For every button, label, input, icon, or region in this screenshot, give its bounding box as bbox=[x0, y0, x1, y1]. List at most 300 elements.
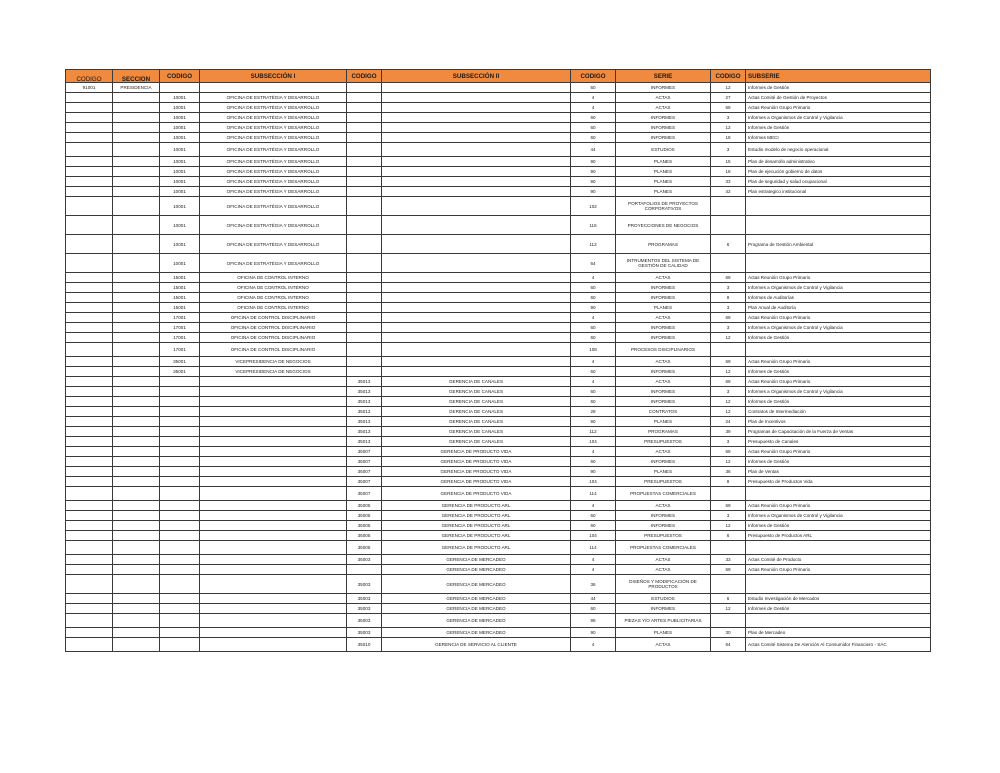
cell-codigo-subseccion-2 bbox=[347, 197, 382, 216]
cell-codigo-subserie: 69 bbox=[711, 313, 746, 323]
cell-serie: CONTRATOS bbox=[616, 407, 711, 417]
cell-codigo-subserie: 12 bbox=[711, 83, 746, 93]
cell-codigo bbox=[66, 283, 113, 293]
cell-codigo-subserie bbox=[711, 343, 746, 357]
cell-subserie: Actas Comité de Producto bbox=[746, 555, 931, 565]
cell-codigo-subserie: 9 bbox=[711, 477, 746, 487]
cell-subseccion-2: GERENCIA DE MERCADEO bbox=[382, 565, 571, 575]
cell-subseccion-1: OFICINA DE ESTRATÉGIA Y DESARROLLO bbox=[200, 235, 347, 254]
cell-codigo-serie: 60 bbox=[571, 293, 616, 303]
cell-subserie bbox=[746, 614, 931, 628]
cell-codigo-subseccion-2 bbox=[347, 177, 382, 187]
cell-serie: ACTAS bbox=[616, 447, 711, 457]
table-row bbox=[66, 216, 931, 235]
cell-codigo bbox=[66, 254, 113, 273]
cell-subserie: Informes de Gestión bbox=[746, 397, 931, 407]
cell-serie: INFORMES bbox=[616, 511, 711, 521]
cell-seccion bbox=[113, 407, 160, 417]
cell-subserie: Presupuesto de Productos ARL bbox=[746, 531, 931, 541]
cell-subseccion-2: GERENCIA DE CANALES bbox=[382, 397, 571, 407]
table-row bbox=[66, 93, 931, 103]
cell-subserie bbox=[746, 487, 931, 501]
cell-serie: ACTAS bbox=[616, 555, 711, 565]
cell-subseccion-2 bbox=[382, 197, 571, 216]
cell-codigo-serie: 60 bbox=[571, 113, 616, 123]
cell-codigo-serie: 44 bbox=[571, 594, 616, 604]
cell-codigo-serie: 4 bbox=[571, 565, 616, 575]
cell-subseccion-2 bbox=[382, 143, 571, 157]
cell-subserie: Informes a Organismos de Control y Vigilancia bbox=[746, 113, 931, 123]
cell-seccion bbox=[113, 377, 160, 387]
cell-subserie bbox=[746, 541, 931, 555]
cell-codigo-serie: 60 bbox=[571, 604, 616, 614]
cell-codigo-serie: 60 bbox=[571, 367, 616, 377]
cell-serie: PROPUESTAS COMERCIALES bbox=[616, 487, 711, 501]
cell-codigo-subseccion-1 bbox=[160, 501, 200, 511]
cell-codigo-subseccion-1 bbox=[160, 565, 200, 575]
cell-seccion bbox=[113, 177, 160, 187]
cell-seccion bbox=[113, 133, 160, 143]
cell-codigo-subseccion-1: 10001 bbox=[160, 177, 200, 187]
table-row bbox=[66, 487, 931, 501]
cell-codigo-subseccion-1: 10001 bbox=[160, 143, 200, 157]
cell-codigo bbox=[66, 333, 113, 343]
cell-seccion bbox=[113, 283, 160, 293]
table-row bbox=[66, 594, 931, 604]
cell-codigo-subseccion-2: 35003 bbox=[347, 614, 382, 628]
cell-subserie: Plan de ejecución gobierno de datos bbox=[746, 167, 931, 177]
table-row bbox=[66, 417, 931, 427]
table-row bbox=[66, 333, 931, 343]
cell-codigo-subserie: 12 bbox=[711, 457, 746, 467]
cell-codigo-serie: 60 bbox=[571, 397, 616, 407]
cell-subseccion-1 bbox=[200, 387, 347, 397]
table-row bbox=[66, 614, 931, 628]
cell-subserie: Presupuesto de Canales bbox=[746, 437, 931, 447]
cell-codigo bbox=[66, 113, 113, 123]
cell-codigo-subseccion-1 bbox=[160, 437, 200, 447]
cell-codigo-subserie: 30 bbox=[711, 628, 746, 638]
cell-codigo-subseccion-1 bbox=[160, 521, 200, 531]
cell-serie: ACTAS bbox=[616, 313, 711, 323]
cell-subserie: Actas Reunión Grupo Primario bbox=[746, 501, 931, 511]
cell-codigo-subseccion-1 bbox=[160, 467, 200, 477]
table-row bbox=[66, 427, 931, 437]
cell-subseccion-2: GERENCIA DE MERCADEO bbox=[382, 555, 571, 565]
cell-codigo bbox=[66, 367, 113, 377]
table-row bbox=[66, 197, 931, 216]
header-subseccion-1: SUBSECCIÓN I bbox=[200, 70, 347, 83]
cell-serie: INFORMES bbox=[616, 604, 711, 614]
cell-codigo-subseccion-2: 35005 bbox=[347, 521, 382, 531]
cell-subserie: Informes de Gestión bbox=[746, 521, 931, 531]
cell-serie: PROGRAMAS bbox=[616, 427, 711, 437]
cell-seccion bbox=[113, 555, 160, 565]
cell-codigo bbox=[66, 197, 113, 216]
cell-seccion bbox=[113, 367, 160, 377]
cell-codigo-subseccion-1 bbox=[160, 531, 200, 541]
cell-subserie: Informes de Gestión bbox=[746, 83, 931, 93]
cell-codigo-subserie: 3 bbox=[711, 143, 746, 157]
cell-codigo-subseccion-2 bbox=[347, 367, 382, 377]
cell-subseccion-1 bbox=[200, 521, 347, 531]
cell-seccion bbox=[113, 575, 160, 594]
cell-subseccion-2: GERENCIA DE PRODUCTO ARL bbox=[382, 521, 571, 531]
cell-codigo-subseccion-2 bbox=[347, 83, 382, 93]
cell-codigo bbox=[66, 187, 113, 197]
cell-subseccion-2: GERENCIA DE PRODUCTO ARL bbox=[382, 531, 571, 541]
cell-codigo-subseccion-2: 35007 bbox=[347, 457, 382, 467]
cell-serie: ACTAS bbox=[616, 357, 711, 367]
cell-codigo-subseccion-2: 35005 bbox=[347, 531, 382, 541]
cell-subserie: Actas Reunión Grupo Primario bbox=[746, 565, 931, 575]
cell-subseccion-1 bbox=[200, 477, 347, 487]
cell-subserie: Actas Comité de Gestión de Proyectos bbox=[746, 93, 931, 103]
cell-seccion bbox=[113, 254, 160, 273]
cell-subseccion-1: OFICINA DE CONTROL INTERNO bbox=[200, 293, 347, 303]
cell-codigo-subseccion-2: 35013 bbox=[347, 377, 382, 387]
cell-codigo-serie: 104 bbox=[571, 477, 616, 487]
cell-codigo bbox=[66, 293, 113, 303]
cell-serie: INFORMES bbox=[616, 83, 711, 93]
cell-codigo-subserie: 54 bbox=[711, 638, 746, 652]
cell-codigo bbox=[66, 501, 113, 511]
cell-codigo-serie: 60 bbox=[571, 133, 616, 143]
cell-codigo-subseccion-2: 35013 bbox=[347, 387, 382, 397]
cell-subseccion-2 bbox=[382, 123, 571, 133]
cell-codigo bbox=[66, 604, 113, 614]
cell-subseccion-1 bbox=[200, 397, 347, 407]
cell-codigo-serie: 60 bbox=[571, 511, 616, 521]
cell-subseccion-2 bbox=[382, 103, 571, 113]
cell-subseccion-2: GERENCIA DE PRODUCTO VIDA bbox=[382, 477, 571, 487]
cell-subseccion-1: OFICINA DE ESTRATÉGIA Y DESARROLLO bbox=[200, 187, 347, 197]
cell-subseccion-2 bbox=[382, 343, 571, 357]
table-row bbox=[66, 167, 931, 177]
header-codigo: CODIGO bbox=[66, 70, 113, 83]
cell-subserie: Actas Reunión Grupo Primario bbox=[746, 357, 931, 367]
cell-subseccion-2 bbox=[382, 187, 571, 197]
table-row bbox=[66, 541, 931, 555]
table-row bbox=[66, 187, 931, 197]
cell-subseccion-1: OFICINA DE CONTROL DISCIPLINARIO bbox=[200, 333, 347, 343]
cell-codigo bbox=[66, 427, 113, 437]
cell-codigo bbox=[66, 407, 113, 417]
cell-codigo-subserie: 3 bbox=[711, 303, 746, 313]
table-row bbox=[66, 235, 931, 254]
cell-seccion bbox=[113, 638, 160, 652]
cell-codigo-subseccion-1: 10001 bbox=[160, 157, 200, 167]
cell-codigo-subseccion-1: 10001 bbox=[160, 123, 200, 133]
cell-codigo-subseccion-2 bbox=[347, 123, 382, 133]
cell-codigo-serie: 116 bbox=[571, 216, 616, 235]
cell-codigo-subserie: 12 bbox=[711, 521, 746, 531]
cell-codigo-subseccion-2: 35005 bbox=[347, 511, 382, 521]
cell-subseccion-2: GERENCIA DE MERCADEO bbox=[382, 575, 571, 594]
cell-subseccion-1 bbox=[200, 565, 347, 575]
cell-codigo-serie: 90 bbox=[571, 187, 616, 197]
cell-codigo-subseccion-1 bbox=[160, 511, 200, 521]
cell-subseccion-1: OFICINA DE CONTROL INTERNO bbox=[200, 273, 347, 283]
cell-codigo-subseccion-2 bbox=[347, 303, 382, 313]
cell-codigo-subseccion-1 bbox=[160, 387, 200, 397]
cell-subseccion-1 bbox=[200, 447, 347, 457]
cell-codigo-subseccion-2 bbox=[347, 93, 382, 103]
cell-seccion bbox=[113, 437, 160, 447]
cell-codigo-serie: 4 bbox=[571, 501, 616, 511]
cell-seccion bbox=[113, 397, 160, 407]
cell-codigo-subserie: 3 bbox=[711, 437, 746, 447]
cell-subseccion-1: OFICINA DE ESTRATÉGIA Y DESARROLLO bbox=[200, 133, 347, 143]
cell-codigo bbox=[66, 357, 113, 367]
cell-codigo-serie: 60 bbox=[571, 323, 616, 333]
cell-seccion bbox=[113, 417, 160, 427]
table-row bbox=[66, 323, 931, 333]
cell-subseccion-1 bbox=[200, 555, 347, 565]
cell-subseccion-1: OFICINA DE ESTRATÉGIA Y DESARROLLO bbox=[200, 123, 347, 133]
table-row bbox=[66, 565, 931, 575]
cell-subserie bbox=[746, 254, 931, 273]
cell-codigo-subseccion-2 bbox=[347, 313, 382, 323]
cell-subseccion-2 bbox=[382, 273, 571, 283]
table-row bbox=[66, 157, 931, 167]
cell-subseccion-1 bbox=[200, 594, 347, 604]
cell-serie: PIEZAS Y/O ARTES PUBLICITARIAS bbox=[616, 614, 711, 628]
cell-codigo-serie: 64 bbox=[571, 254, 616, 273]
cell-codigo-subserie: 12 bbox=[711, 123, 746, 133]
cell-subserie: Informes a Organismos de Control y Vigilancia bbox=[746, 387, 931, 397]
cell-serie: PLANES bbox=[616, 157, 711, 167]
cell-codigo-subseccion-1: 17001 bbox=[160, 313, 200, 323]
table-row bbox=[66, 628, 931, 638]
cell-codigo-subseccion-1 bbox=[160, 447, 200, 457]
cell-serie: INFORMES bbox=[616, 521, 711, 531]
cell-codigo-subseccion-2: 35007 bbox=[347, 477, 382, 487]
cell-seccion bbox=[113, 197, 160, 216]
cell-codigo-subserie bbox=[711, 575, 746, 594]
cell-subseccion-2: GERENCIA DE CANALES bbox=[382, 417, 571, 427]
cell-subseccion-1 bbox=[200, 83, 347, 93]
cell-codigo bbox=[66, 177, 113, 187]
cell-codigo-subserie: 69 bbox=[711, 273, 746, 283]
cell-codigo-serie: 108 bbox=[571, 343, 616, 357]
cell-codigo-subseccion-2: 35003 bbox=[347, 594, 382, 604]
cell-codigo-subseccion-1 bbox=[160, 628, 200, 638]
cell-codigo-subserie: 6 bbox=[711, 531, 746, 541]
cell-codigo bbox=[66, 614, 113, 628]
cell-codigo-subseccion-1 bbox=[160, 477, 200, 487]
cell-codigo-subseccion-2 bbox=[347, 167, 382, 177]
cell-subserie: Plan de desarrollo administrativo bbox=[746, 157, 931, 167]
table-row bbox=[66, 367, 931, 377]
cell-codigo bbox=[66, 235, 113, 254]
cell-subserie: Plan de seguridad y salud ocupacional bbox=[746, 177, 931, 187]
cell-serie: INFORMES bbox=[616, 293, 711, 303]
cell-codigo-subseccion-2: 35007 bbox=[347, 467, 382, 477]
cell-subseccion-1 bbox=[200, 417, 347, 427]
cell-codigo-subseccion-1: 10001 bbox=[160, 187, 200, 197]
cell-codigo-subseccion-1: 10001 bbox=[160, 103, 200, 113]
cell-serie: INTRUMENTOS DEL SISTEMA DE GESTIÓN DE CALIDAD bbox=[616, 254, 711, 273]
cell-codigo-subserie: 27 bbox=[711, 93, 746, 103]
cell-subserie: Programas de Capacitación de la Fuerza de Ventas bbox=[746, 427, 931, 437]
cell-subseccion-1: OFICINA DE ESTRATÉGIA Y DESARROLLO bbox=[200, 113, 347, 123]
cell-codigo bbox=[66, 93, 113, 103]
cell-codigo-subserie: 69 bbox=[711, 501, 746, 511]
table-row bbox=[66, 377, 931, 387]
table-row bbox=[66, 283, 931, 293]
cell-serie: ACTAS bbox=[616, 273, 711, 283]
cell-subseccion-2: GERENCIA DE PRODUCTO ARL bbox=[382, 501, 571, 511]
cell-subserie: Plan Anual de Auditoría bbox=[746, 303, 931, 313]
cell-codigo-subseccion-1: 10001 bbox=[160, 197, 200, 216]
cell-subseccion-1: VICEPRESIDENCIA DE NEGOCIOS bbox=[200, 357, 347, 367]
cell-seccion bbox=[113, 511, 160, 521]
cell-codigo-subseccion-1 bbox=[160, 397, 200, 407]
cell-codigo-subserie: 69 bbox=[711, 565, 746, 575]
cell-codigo-subseccion-2 bbox=[347, 187, 382, 197]
cell-subseccion-2 bbox=[382, 313, 571, 323]
cell-subseccion-1: OFICINA DE ESTRATÉGIA Y DESARROLLO bbox=[200, 103, 347, 113]
header-seccion: SECCION bbox=[113, 70, 160, 83]
cell-seccion bbox=[113, 477, 160, 487]
cell-seccion bbox=[113, 143, 160, 157]
cell-serie: INFORMES bbox=[616, 113, 711, 123]
cell-codigo-serie: 114 bbox=[571, 487, 616, 501]
cell-subserie: Contratos de Intermediación bbox=[746, 407, 931, 417]
cell-codigo-subserie bbox=[711, 216, 746, 235]
cell-subseccion-2: GERENCIA DE PRODUCTO VIDA bbox=[382, 467, 571, 477]
cell-seccion bbox=[113, 387, 160, 397]
cell-codigo-subseccion-1: 10001 bbox=[160, 254, 200, 273]
table-row bbox=[66, 357, 931, 367]
cell-subseccion-1 bbox=[200, 467, 347, 477]
cell-codigo bbox=[66, 167, 113, 177]
header-subserie: SUBSERIE bbox=[746, 70, 931, 83]
cell-codigo-subseccion-1 bbox=[160, 555, 200, 565]
cell-codigo-subseccion-1 bbox=[160, 427, 200, 437]
header-codigo-subseccion-2: CODIGO bbox=[347, 70, 382, 83]
cell-serie: PLANES bbox=[616, 417, 711, 427]
cell-subserie: Actas Reunión Grupo Primario bbox=[746, 103, 931, 113]
cell-subseccion-2 bbox=[382, 357, 571, 367]
cell-codigo-subserie: 9 bbox=[711, 293, 746, 303]
cell-subseccion-1: OFICINA DE ESTRATÉGIA Y DESARROLLO bbox=[200, 197, 347, 216]
cell-subseccion-1: OFICINA DE ESTRATÉGIA Y DESARROLLO bbox=[200, 254, 347, 273]
cell-subseccion-2: GERENCIA DE SERVICIO AL CLIENTE bbox=[382, 638, 571, 652]
cell-seccion bbox=[113, 273, 160, 283]
cell-codigo-subseccion-2 bbox=[347, 133, 382, 143]
cell-codigo-serie: 4 bbox=[571, 377, 616, 387]
cell-serie: PORTAFOLIOS DE PROYECTOS CORPORATIVOS bbox=[616, 197, 711, 216]
cell-codigo bbox=[66, 343, 113, 357]
cell-codigo-subseccion-1 bbox=[160, 417, 200, 427]
cell-codigo-serie: 60 bbox=[571, 283, 616, 293]
cell-subseccion-1 bbox=[200, 628, 347, 638]
cell-codigo-serie: 4 bbox=[571, 447, 616, 457]
cell-codigo bbox=[66, 437, 113, 447]
cell-codigo-subserie bbox=[711, 541, 746, 555]
cell-serie: INFORMES bbox=[616, 457, 711, 467]
cell-codigo-serie: 60 bbox=[571, 83, 616, 93]
table-row bbox=[66, 437, 931, 447]
cell-codigo-subseccion-2: 35010 bbox=[347, 638, 382, 652]
cell-codigo-subserie: 15 bbox=[711, 157, 746, 167]
header-codigo-serie: CODIGO bbox=[571, 70, 616, 83]
cell-codigo-subserie: 3 bbox=[711, 283, 746, 293]
cell-codigo-subseccion-2 bbox=[347, 254, 382, 273]
cell-subserie: Actas Reunión Grupo Primario bbox=[746, 377, 931, 387]
cell-codigo-subserie: 3 bbox=[711, 323, 746, 333]
cell-subserie: Presupuesto de Productos Vida bbox=[746, 477, 931, 487]
cell-codigo-serie: 4 bbox=[571, 555, 616, 565]
cell-codigo-subseccion-2 bbox=[347, 157, 382, 167]
cell-codigo bbox=[66, 477, 113, 487]
cell-codigo-subserie: 6 bbox=[711, 235, 746, 254]
cell-codigo bbox=[66, 216, 113, 235]
cell-serie: PLANES bbox=[616, 167, 711, 177]
cell-subserie: Programa de Gestión Ambiental bbox=[746, 235, 931, 254]
cell-codigo-subseccion-1: 15001 bbox=[160, 283, 200, 293]
cell-codigo-subseccion-1 bbox=[160, 541, 200, 555]
table-row bbox=[66, 303, 931, 313]
table-row bbox=[66, 397, 931, 407]
cell-subserie: Informes de Gestión bbox=[746, 457, 931, 467]
cell-serie: INFORMES bbox=[616, 387, 711, 397]
table-row bbox=[66, 638, 931, 652]
cell-codigo-subseccion-1: 15001 bbox=[160, 303, 200, 313]
cell-seccion bbox=[113, 531, 160, 541]
cell-subseccion-1: OFICINA DE ESTRATÉGIA Y DESARROLLO bbox=[200, 167, 347, 177]
cell-codigo-subseccion-2: 35013 bbox=[347, 427, 382, 437]
header-codigo-subserie: CODIGO bbox=[711, 70, 746, 83]
cell-subserie bbox=[746, 343, 931, 357]
cell-codigo-serie: 90 bbox=[571, 467, 616, 477]
cell-subserie: Informes a Organismos de Control y Vigilancia bbox=[746, 283, 931, 293]
cell-subseccion-1 bbox=[200, 457, 347, 467]
cell-seccion bbox=[113, 501, 160, 511]
cell-codigo bbox=[66, 143, 113, 157]
cell-seccion bbox=[113, 93, 160, 103]
cell-subseccion-2: GERENCIA DE CANALES bbox=[382, 427, 571, 437]
table-row bbox=[66, 604, 931, 614]
cell-subseccion-1 bbox=[200, 501, 347, 511]
cell-codigo-subseccion-2: 35003 bbox=[347, 575, 382, 594]
cell-subseccion-2 bbox=[382, 113, 571, 123]
cell-subserie: Informes de Gestión bbox=[746, 333, 931, 343]
cell-codigo-subserie: 12 bbox=[711, 604, 746, 614]
table-row bbox=[66, 457, 931, 467]
cell-serie: PRESUPUESTOS bbox=[616, 437, 711, 447]
cell-subseccion-1 bbox=[200, 531, 347, 541]
cell-seccion bbox=[113, 565, 160, 575]
cell-subseccion-2 bbox=[382, 323, 571, 333]
cell-codigo-subseccion-1 bbox=[160, 407, 200, 417]
cell-subseccion-2 bbox=[382, 254, 571, 273]
cell-codigo-subseccion-2 bbox=[347, 273, 382, 283]
cell-codigo-serie: 90 bbox=[571, 177, 616, 187]
table-body bbox=[66, 83, 931, 652]
cell-seccion bbox=[113, 123, 160, 133]
cell-serie: PLANES bbox=[616, 628, 711, 638]
cell-codigo-subseccion-1: 15001 bbox=[160, 293, 200, 303]
cell-codigo-subserie: 39 bbox=[711, 427, 746, 437]
cell-codigo-subseccion-2: 35013 bbox=[347, 417, 382, 427]
cell-seccion bbox=[113, 457, 160, 467]
cell-seccion bbox=[113, 293, 160, 303]
cell-codigo-serie: 44 bbox=[571, 143, 616, 157]
cell-seccion bbox=[113, 487, 160, 501]
